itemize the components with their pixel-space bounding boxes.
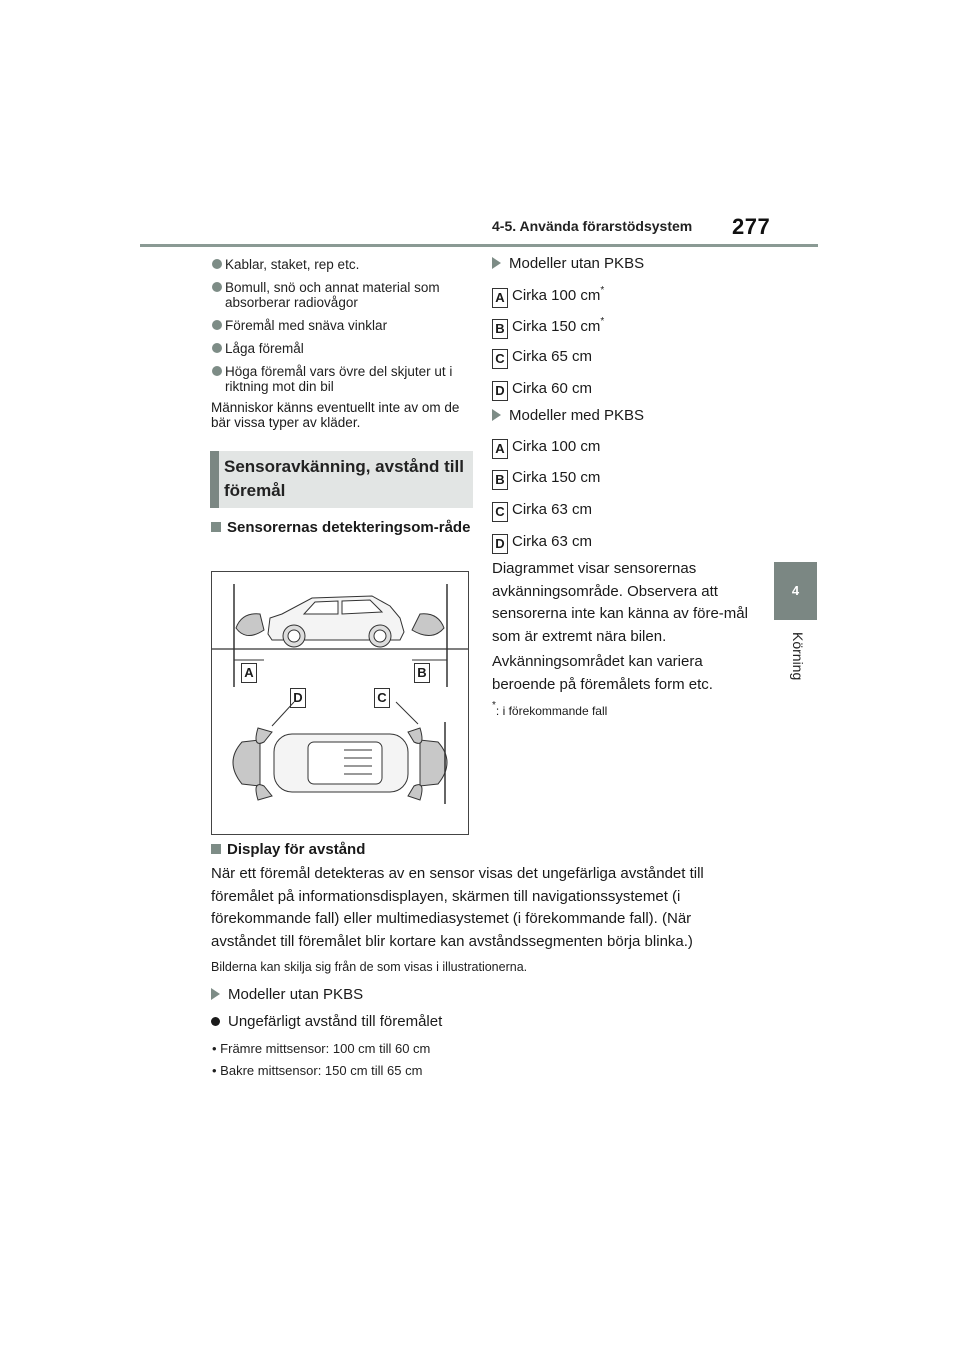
subheading-detection-area: Sensorernas detekteringsom-råde: [211, 517, 473, 538]
label-a: A: [241, 663, 257, 683]
list-item: • Bakre mittsensor: 150 cm till 65 cm: [212, 1063, 423, 1078]
chapter-number: 4: [791, 583, 800, 598]
square-bullet-icon: [211, 844, 221, 854]
model-group-title: Modeller utan PKBS: [492, 255, 644, 272]
list-item: Föremål med snäva vinklar: [212, 318, 472, 333]
rear-corner-lobe-bottom: [408, 785, 422, 800]
model-line: Modeller utan PKBS: [211, 986, 363, 1003]
subheading-distance-display: Display för avstånd: [211, 839, 365, 860]
bullet-dot-icon: [212, 343, 222, 353]
bullet-dot-icon: [212, 282, 222, 292]
sensor-range-diagram: [211, 571, 469, 835]
triangle-bullet-icon: [211, 988, 220, 1000]
header-rule: [140, 244, 818, 247]
label-b: B: [414, 663, 430, 683]
square-bullet-icon: [211, 522, 221, 532]
distance-item: C Cirka 63 cm: [492, 501, 592, 522]
distance-item: D Cirka 63 cm: [492, 533, 592, 554]
distance-heading: Ungefärligt avstånd till föremålet: [211, 1013, 442, 1030]
chapter-label: Körning: [790, 632, 806, 681]
range-note: Avkänningsområdet kan variera beroende på föremålets form etc.: [492, 653, 713, 693]
list-item: Bomull, snö och annat material som absorberar radiovågor: [212, 280, 472, 310]
label-d: D: [290, 688, 306, 708]
distance-item: A Cirka 100 cm*: [492, 285, 604, 308]
bullet-dot-icon: [212, 259, 222, 269]
distance-item: B Cirka 150 cm*: [492, 316, 604, 339]
list-item: Låga föremål: [212, 341, 472, 356]
rear-top-lobe: [420, 740, 447, 786]
label-c: C: [374, 688, 390, 708]
bullet-dot-icon: [211, 1017, 220, 1026]
section-header-title: 4-5. Använda förarstödsystem: [492, 218, 693, 234]
footnote: *: i förekommande fall: [492, 700, 608, 718]
front-corner-lobe-bottom: [256, 785, 272, 800]
section-title-accent: [210, 451, 219, 508]
front-top-lobe: [233, 740, 260, 786]
bullet-dot-icon: [212, 366, 222, 376]
triangle-bullet-icon: [492, 257, 501, 269]
distance-item: D Cirka 60 cm: [492, 380, 592, 401]
car-side-view-icon: [268, 596, 404, 647]
front-sensor-lobe: [236, 614, 264, 636]
car-top-view-icon: [274, 734, 408, 792]
distance-item: B Cirka 150 cm: [492, 469, 600, 490]
rear-sensor-lobe: [412, 614, 444, 636]
diagram-svg: [212, 572, 468, 834]
page-number: 277: [732, 214, 771, 239]
diagram-description: Diagrammet visar sensorernas avkänningsområde. Observera att sensorerna inte kan känna av före-mål som är extremt nära bilen.: [492, 560, 748, 645]
illustration-note: Bilderna kan skilja sig från de som visas i illustrationerna.: [211, 960, 528, 974]
list-item: Kablar, staket, rep etc.: [212, 257, 472, 272]
list-item: • Främre mittsensor: 100 cm till 60 cm: [212, 1041, 431, 1056]
front-corner-lobe-top: [256, 728, 272, 743]
list-item: Höga föremål vars övre del skjuter ut i riktning mot din bil: [212, 364, 472, 394]
bullet-dot-icon: [212, 320, 222, 330]
display-description: När ett föremål detekteras av en sensor visas det ungefärliga avståndet till föremålet på informationsdisplayen, skärmen till navigationssystemet (i förekommande fall) eller multimediasystemet (i förekommande fall). (När avståndet till föremålet blir kortare kan avståndssegmenten börja blinka.): [211, 865, 704, 950]
rear-corner-lobe-top: [408, 728, 422, 743]
model-group-title: Modeller med PKBS: [492, 407, 644, 424]
section-title: Sensoravkänning, avstånd till föremål: [224, 457, 464, 500]
distance-item: A Cirka 100 cm: [492, 438, 600, 459]
note-text: Människor känns eventuellt inte av om de bär vissa typer av kläder.: [211, 400, 460, 430]
triangle-bullet-icon: [492, 409, 501, 421]
distance-item: C Cirka 65 cm: [492, 348, 592, 369]
distance-c-line: [396, 702, 418, 724]
